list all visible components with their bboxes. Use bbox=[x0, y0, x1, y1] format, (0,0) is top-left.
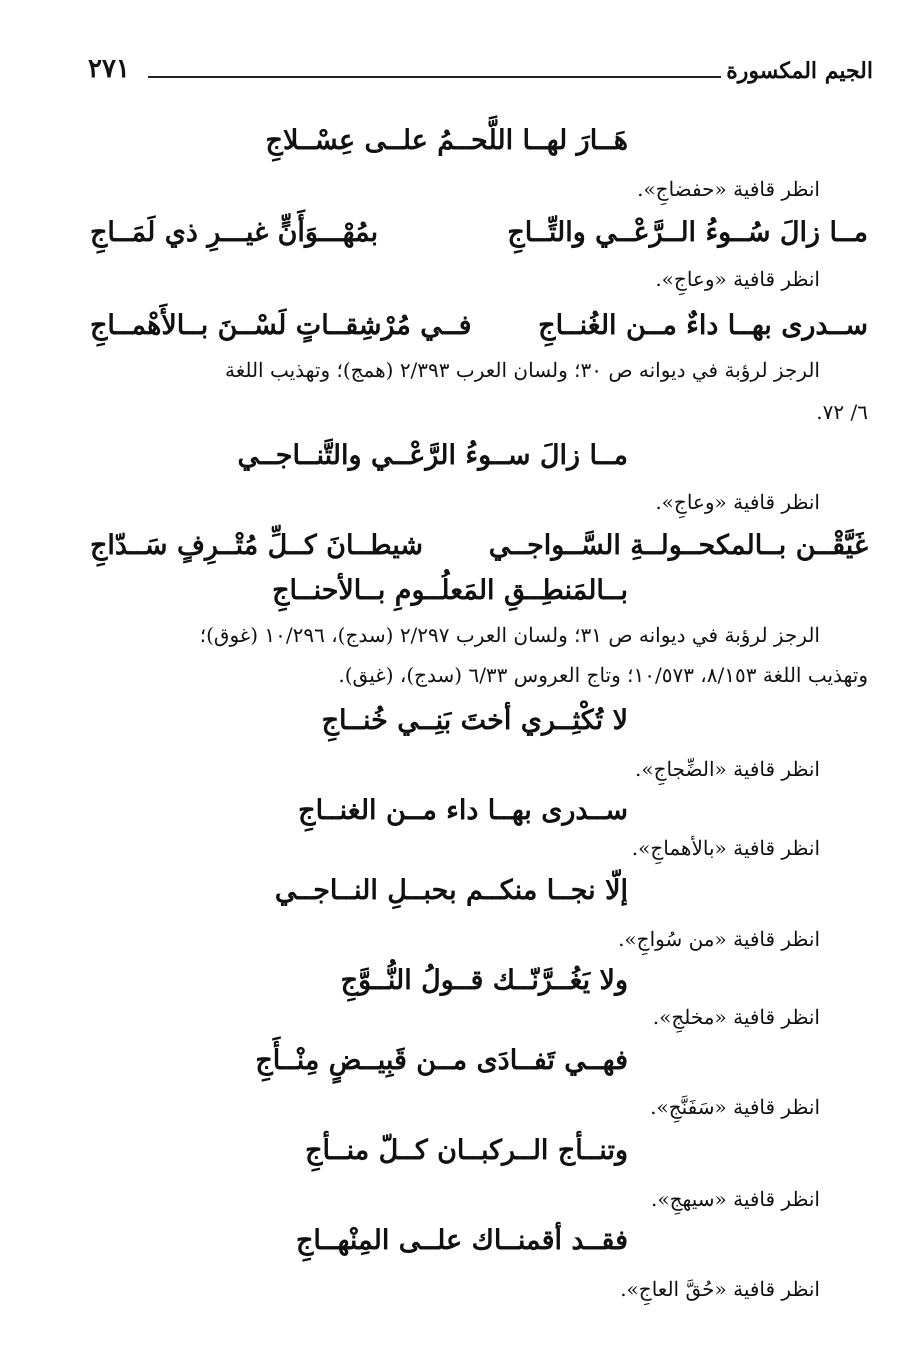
cross-reference: انظر قافية «مخلجِ». bbox=[652, 1005, 820, 1029]
verse-line: ولا يَغُــرَّنّــك قــولُ النُّــوَّجِ bbox=[340, 965, 628, 996]
cross-reference: انظر قافية «الضِّجاجِ». bbox=[635, 757, 820, 781]
verse-line: وتنــأج الــركبــان كــلّ منــأجِ bbox=[305, 1135, 628, 1166]
verse-line: لا تُكْثِــري أختَ بَنِــي خُنــاجِ bbox=[321, 705, 628, 736]
page-number: ٢٧١ bbox=[88, 54, 130, 84]
header-rule bbox=[148, 76, 721, 78]
verse-line: بــالمَنطِــقِ المَعلُــومِ بــالأحنــاجِ bbox=[272, 575, 628, 606]
cross-reference: انظر قافية «حُقَّ العاجِ». bbox=[620, 1277, 820, 1301]
verse-hemistich-left: شيطــانَ كــلِّ مُتْــرِفٍ سَــدّاجِ bbox=[90, 530, 423, 561]
verse-line: فهــي تَفــادَى مــن قَبِيــضٍ مِنْــأَجِ bbox=[255, 1045, 628, 1076]
cross-reference: انظر قافية «سَفَنَّجِ». bbox=[650, 1095, 820, 1119]
verse-line: فقــد أقمنــاك علــى المِنْهــاجِ bbox=[295, 1225, 628, 1256]
source-note: الرجز لرؤبة في ديوانه ص ٣٠؛ ولسان العرب ٢/٣٩٣ (همج)؛ وتهذيب اللغة bbox=[224, 358, 820, 382]
source-note: وتهذيب اللغة ٨/١٥٣، ١٠/٥٧٣؛ وتاج العروس ٦/٣٣ (سدج)، (غيق). bbox=[338, 663, 868, 687]
verse-line: إلّا نجــا منكــم بحبــلِ النــاجــي bbox=[274, 875, 628, 906]
verse-line: ســدرى بهــا داء مــن الغنــاجِ bbox=[298, 795, 628, 826]
cross-reference: انظر قافية «بالأهماجِ». bbox=[631, 836, 820, 860]
verse-hemistich-left: فــي مُرْشِقــاتٍ لَسْــنَ بــالأَهْمــاجِ bbox=[90, 310, 472, 341]
verse-line: هَــارَ لهــا اللَّحــمُ علــى عِسْــلاجِ bbox=[265, 125, 628, 156]
cross-reference: انظر قافية «سيهجِ». bbox=[650, 1187, 820, 1211]
cross-reference: انظر قافية «وعاجِ». bbox=[655, 490, 820, 514]
running-header-title: الجيم المكسورة bbox=[726, 58, 873, 84]
verse-line: مــا زالَ ســوءُ الرَّعْــي والتَّنــاجــي bbox=[237, 440, 628, 471]
source-note: الرجز لرؤبة في ديوانه ص ٣١؛ ولسان العرب ٢/٢٩٧ (سدج)، ١٠/٢٩٦ (غوق)؛ bbox=[199, 623, 820, 647]
verse-hemistich-right: ســدرى بهــا داءٌ مــن الغُنــاجِ bbox=[538, 310, 868, 341]
verse-hemistich-right: غَيَّقْــن بــالمكحــولــةِ السَّــواجــي bbox=[488, 530, 868, 561]
verse-hemistich-right: مــا زالَ سُــوءُ الــرَّعْــي والتِّــاجِ bbox=[507, 217, 868, 248]
source-note: ٦/ ٧٢. bbox=[816, 400, 868, 424]
cross-reference: انظر قافية «حفضاجِ». bbox=[637, 177, 820, 201]
cross-reference: انظر قافية «وعاجِ». bbox=[655, 267, 820, 291]
cross-reference: انظر قافية «من سُواجِ». bbox=[618, 927, 820, 951]
verse-hemistich-left: بمُهْـــوَأَنٍّ غيـــرِ ذي لَمَــاجِ bbox=[90, 217, 379, 248]
